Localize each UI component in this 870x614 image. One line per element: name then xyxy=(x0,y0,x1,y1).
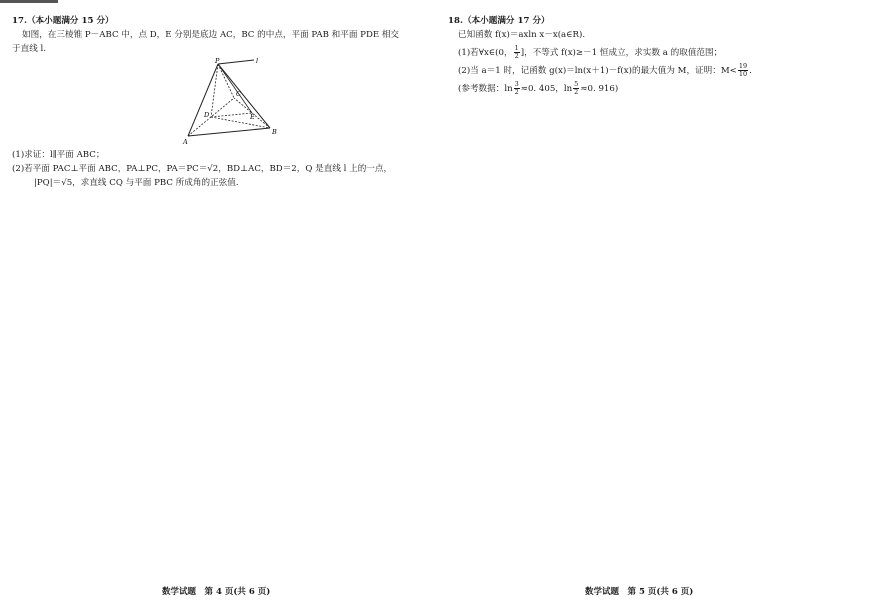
label-P: P xyxy=(215,58,220,65)
q17-header: 17.（本小题满分 15 分） xyxy=(12,16,114,26)
edge-AB xyxy=(188,128,270,136)
corner-scan-mark xyxy=(0,0,58,3)
q17-part2-line2: |PQ|＝√5，求直线 CQ 与平面 PBC 所成角的正弦值. xyxy=(34,178,239,188)
fraction-one-half: $\frac{1}{2}$ xyxy=(514,44,519,60)
segment-PE xyxy=(218,64,252,113)
q18-part2-post: . xyxy=(749,66,752,76)
q18-part2 xyxy=(448,63,858,78)
q17-part2-line1: (2)若平面 PAC⊥平面 ABC，PA⊥PC，PA＝PC＝√2，BD⊥AC，BD＝2，Q 是直线 l 上的一点， xyxy=(12,164,393,174)
q17-part1: (1)求证：l∥平面 ABC； xyxy=(12,150,105,160)
segment-BD xyxy=(211,117,270,128)
label-E: E xyxy=(250,113,255,121)
tetrahedron-figure xyxy=(180,58,310,146)
line-l xyxy=(218,60,254,64)
q18-part2-pre: (2)当 a＝1 时，记函数 g(x)＝ln(x＋1)－f(x)的最大值为 M，证明：M< xyxy=(458,66,737,76)
fraction-3-2: $\frac{3}{2}$ xyxy=(514,80,519,96)
q17-intro-line2: 于直线 l. xyxy=(12,44,46,54)
q18-part1-pre: (1)若∀x∈(0， xyxy=(458,48,513,58)
q18-intro: 已知函数 f(x)＝axln x－x(a∈R). xyxy=(458,30,586,40)
label-B: B xyxy=(272,128,277,136)
footer-page-4: 数学试题 第 4 页(共 6 页) xyxy=(162,587,271,597)
q17-intro-line1: 如图，在三棱锥 P－ABC 中，点 D，E 分别是底边 AC，BC 的中点，平面 PAB 和平面 PDE 相交 xyxy=(22,30,400,40)
q18-ref-post: ≈0. 916) xyxy=(580,84,619,94)
fraction-19-10: $\frac{19}{10}$ xyxy=(738,62,748,78)
q18-part1 xyxy=(448,45,858,60)
q18-part1-post: ]，不等式 f(x)≥－1 恒成立，求实数 a 的取值范围； xyxy=(520,48,723,58)
edge-PB xyxy=(218,64,270,128)
segment-DE xyxy=(211,113,252,117)
question-18 xyxy=(448,14,858,96)
footer-page-5: 数学试题 第 5 页(共 6 页) xyxy=(585,587,694,597)
fraction-5-2: $\frac{5}{2}$ xyxy=(574,80,579,96)
q18-ref-mid: ≈0. 405，ln xyxy=(520,84,573,94)
q18-header: 18.（本小题满分 17 分） xyxy=(448,16,550,26)
label-C: C xyxy=(236,90,241,98)
label-l: l xyxy=(256,58,259,65)
label-D: D xyxy=(204,111,210,119)
label-A: A xyxy=(183,138,188,146)
question-17 xyxy=(12,14,422,190)
q18-ref-pre: (参考数据：ln xyxy=(458,84,513,94)
q18-reference-data xyxy=(448,81,858,96)
